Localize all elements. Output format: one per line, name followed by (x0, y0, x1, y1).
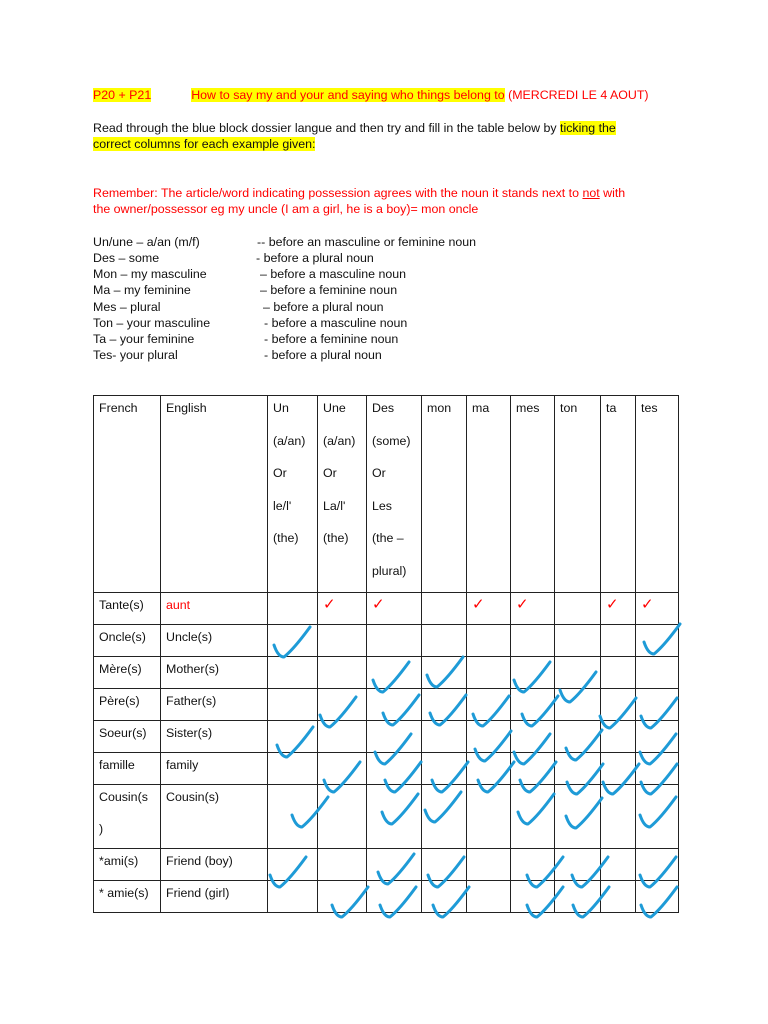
header-tes: tes (636, 396, 679, 593)
header-une: Une (a/an) Or La/l' (the) (318, 396, 367, 593)
french-cell: Père(s) (94, 688, 161, 720)
english-cell: Uncle(s) (161, 624, 268, 656)
tick-cell[interactable] (268, 592, 318, 624)
red-tick-icon: ✓ (606, 595, 619, 613)
tick-cell[interactable] (367, 592, 422, 624)
french-cell: Soeur(s) (94, 720, 161, 752)
table-row (94, 784, 679, 848)
header-mes: mes (511, 396, 555, 593)
page-reference: P20 + P21 (93, 88, 152, 102)
table-row (94, 624, 679, 656)
french-cell: * amie(s) (94, 880, 161, 912)
table-row (94, 688, 679, 720)
english-cell: Friend (girl) (161, 880, 268, 912)
red-tick-icon: ✓ (472, 595, 485, 613)
header-un: Un (a/an) Or le/l' (the) (268, 396, 318, 593)
tick-cell[interactable] (555, 592, 601, 624)
underlined-not: not (582, 186, 600, 200)
remember-line-1: Remember: The article/word indicating possession agrees with the noun it stands next to not with (93, 186, 626, 200)
english-cell: Father(s) (161, 688, 268, 720)
tick-cell[interactable] (601, 592, 636, 624)
french-cell: Mère(s) (94, 656, 161, 688)
header-ton: ton (555, 396, 601, 593)
date-label: (MERCREDI LE 4 AOUT) (508, 88, 649, 102)
french-cell: famille (94, 752, 161, 784)
table-row (94, 848, 679, 880)
possessive-table (93, 395, 679, 913)
header-mon: mon (422, 396, 467, 593)
french-cell: Tante(s) (94, 592, 161, 624)
title-text: How to say my and your and saying who things belong to (191, 88, 505, 102)
french-cell: *ami(s) (94, 848, 161, 880)
table-row (94, 656, 679, 688)
english-cell: family (161, 752, 268, 784)
red-tick-icon: ✓ (516, 595, 529, 613)
english-cell: Mother(s) (161, 656, 268, 688)
tick-cell[interactable] (422, 592, 467, 624)
table-row (94, 752, 679, 784)
tick-cell[interactable] (467, 592, 511, 624)
red-tick-icon: ✓ (372, 595, 385, 613)
instructions-line-2 (93, 137, 315, 151)
header-ma: ma (467, 396, 511, 593)
remember-line-2: the owner/possessor eg my uncle (I am a girl, he is a boy)= mon oncle (93, 202, 479, 216)
english-cell: Sister(s) (161, 720, 268, 752)
header-english: English (161, 396, 268, 593)
red-tick-icon: ✓ (641, 595, 654, 613)
highlighted-text: ticking the (560, 121, 616, 135)
english-cell: Cousin(s) (161, 784, 268, 848)
red-tick-icon: ✓ (323, 595, 336, 613)
header-des: Des (some) Or Les (the – plural) (367, 396, 422, 593)
table-row (94, 720, 679, 752)
tick-cell[interactable] (636, 592, 679, 624)
english-cell: aunt (161, 592, 268, 624)
highlighted-text: correct columns for each example given: (93, 137, 316, 151)
french-cell: Cousin(s ) (94, 784, 161, 848)
table-row (94, 592, 679, 624)
table-header-row (94, 396, 679, 593)
page-title (93, 88, 649, 102)
table-row (94, 880, 679, 912)
tick-cell[interactable] (511, 592, 555, 624)
english-cell: Friend (boy) (161, 848, 268, 880)
header-ta: ta (601, 396, 636, 593)
header-french: French (94, 396, 161, 593)
french-cell: Oncle(s) (94, 624, 161, 656)
instructions-line-1: Read through the blue block dossier langue and then try and fill in the table below by ticking the (93, 121, 616, 135)
tick-cell[interactable] (318, 592, 367, 624)
